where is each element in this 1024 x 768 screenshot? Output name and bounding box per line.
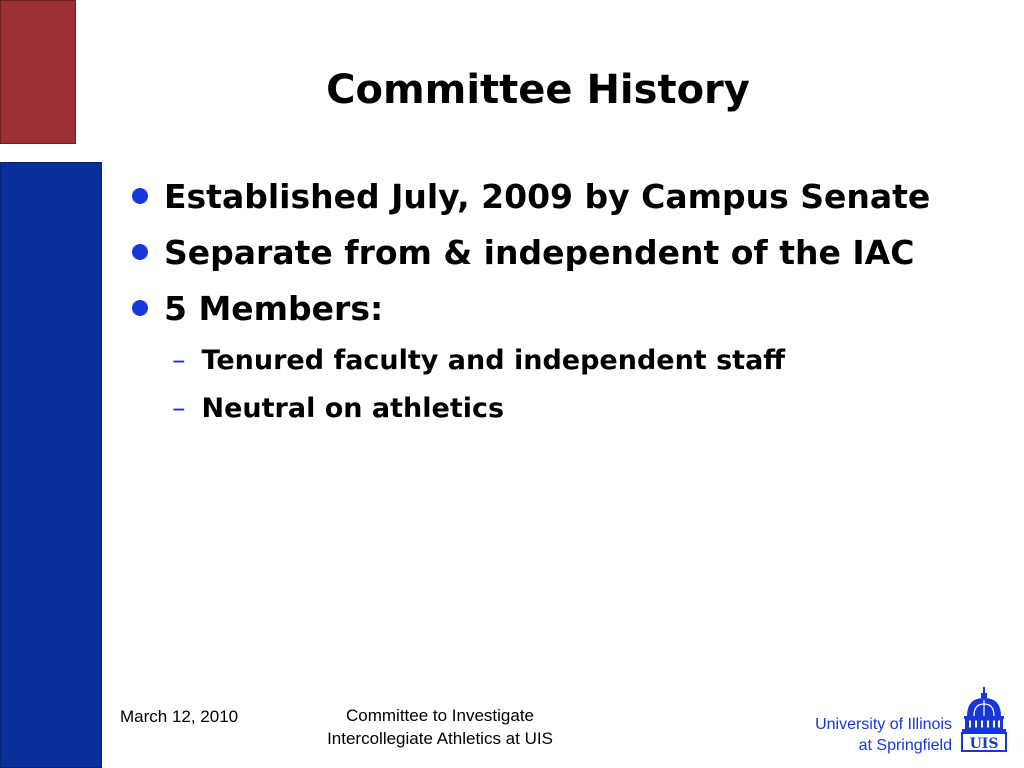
bullet-dot-icon <box>132 244 148 260</box>
footer-center-line1: Committee to Investigate <box>345 706 535 725</box>
bullet-text: Established July, 2009 by Campus Senate <box>164 176 931 216</box>
slide-title: Committee History <box>326 67 750 113</box>
bullet-item <box>128 224 1008 280</box>
footer-university-line1: University of Illinois <box>815 716 952 733</box>
footer-university-line2: at Springfield <box>858 737 952 754</box>
decorative-red-block <box>0 0 76 144</box>
logo-text: UIS <box>969 736 999 752</box>
bullet-item <box>128 280 1008 336</box>
footer-committee-name <box>290 704 590 750</box>
sub-bullet-text: Neutral on athletics <box>201 392 505 424</box>
sub-bullet-text: Tenured faculty and independent staff <box>201 344 786 376</box>
bullet-text: Separate from & independent of the IAC <box>164 232 915 272</box>
dash-icon: – <box>172 344 186 376</box>
bullet-item <box>128 168 1008 224</box>
footer-date: March 12, 2010 <box>120 707 239 726</box>
footer-center-line2: Intercollegiate Athletics at UIS <box>327 729 553 748</box>
dash-icon: – <box>172 392 186 424</box>
bullet-text: 5 Members: <box>164 288 384 328</box>
footer-university-name <box>815 714 952 756</box>
sub-bullet-item <box>172 336 1008 384</box>
uis-logo-icon <box>960 686 1008 752</box>
bullet-dot-icon <box>132 188 148 204</box>
sub-bullet-item <box>172 384 1008 432</box>
bullet-dot-icon <box>132 300 148 316</box>
bullet-list <box>128 168 1008 432</box>
decorative-blue-bar <box>0 162 102 768</box>
